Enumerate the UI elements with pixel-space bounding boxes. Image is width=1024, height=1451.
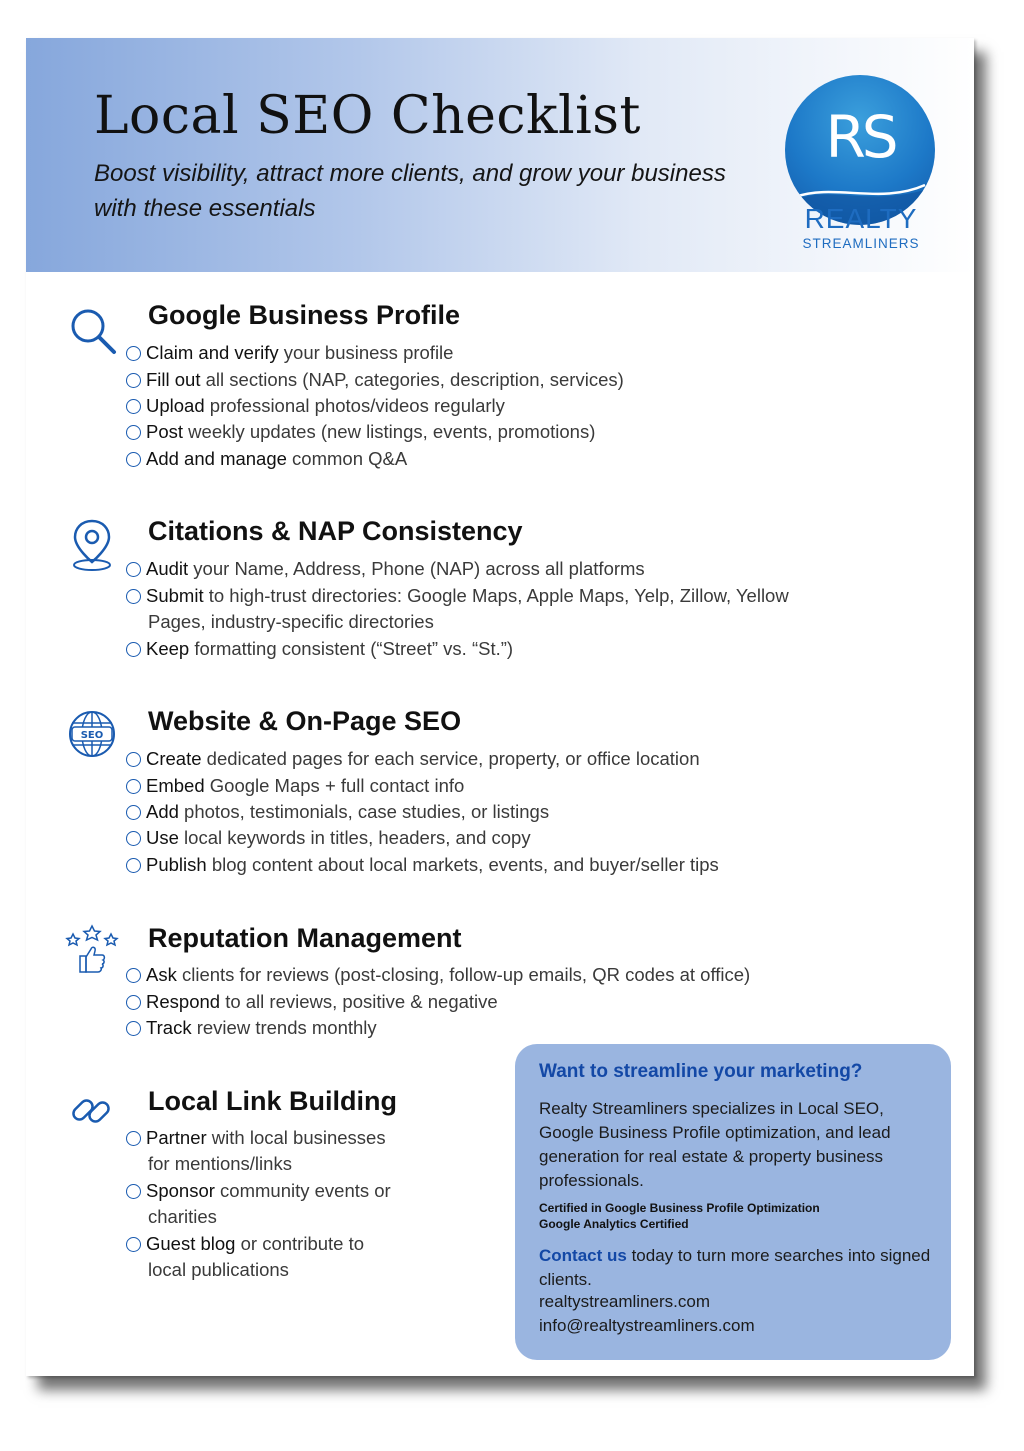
checklist-item[interactable]: Embed Google Maps + full contact info <box>126 773 906 799</box>
checkbox-circle[interactable] <box>126 968 141 983</box>
stars-thumbs-up-icon <box>64 924 120 976</box>
checklist-item[interactable]: Upload professional photos/videos regularly <box>126 393 906 419</box>
seo-globe-icon <box>66 708 118 760</box>
checklist-item[interactable]: Track review trends monthly <box>126 1015 906 1041</box>
checkbox-circle[interactable] <box>126 373 141 388</box>
checklist-item[interactable]: Keep formatting consistent (“Street” vs. “St.”) <box>126 636 906 662</box>
email-link[interactable]: info@realtystreamliners.com <box>539 1316 755 1335</box>
checklist-item[interactable]: Submit to high-trust directories: Google Maps, Apple Maps, Yelp, Zillow, Yellow Pages, industry-specific directories <box>126 583 906 635</box>
checkbox-circle[interactable] <box>126 452 141 467</box>
logo-subname: STREAMLINERS <box>802 236 920 251</box>
cert-analytics: Google Analytics Certified <box>539 1217 689 1231</box>
logo-name: REALTY <box>804 203 918 234</box>
search-icon <box>68 306 118 356</box>
checklist-item[interactable]: Use local keywords in titles, headers, and copy <box>126 825 906 851</box>
checklist-item[interactable]: Publish blog content about local markets, events, and buyer/seller tips <box>126 852 906 878</box>
checkbox-circle[interactable] <box>126 399 141 414</box>
website-link[interactable]: realtystreamliners.com <box>539 1292 710 1311</box>
checklist-item[interactable]: Ask clients for reviews (post-closing, follow-up emails, QR codes at office) <box>126 962 906 988</box>
checkbox-circle[interactable] <box>126 425 141 440</box>
checkbox-circle[interactable] <box>126 995 141 1010</box>
cta-title: Want to streamline your marketing? <box>539 1061 863 1082</box>
cta-box <box>515 1044 951 1360</box>
checklist-item[interactable]: Fill out all sections (NAP, categories, description, services) <box>126 367 906 393</box>
checklist-item[interactable]: Add photos, testimonials, case studies, or listings <box>126 799 906 825</box>
contact-us-link[interactable]: Contact us <box>539 1246 627 1265</box>
checklist-item[interactable]: Post weekly updates (new listings, events, promotions) <box>126 419 906 445</box>
header-banner <box>26 38 974 272</box>
page-title: Local SEO Checklist <box>94 86 641 146</box>
checkbox-circle[interactable] <box>126 562 141 577</box>
checkbox-circle[interactable] <box>126 831 141 846</box>
checklist-page <box>26 38 974 1376</box>
cta-body: Realty Streamliners specializes in Local SEO, Google Business Profile optimization, and lead generation for real estate & property business professionals. <box>539 1099 891 1190</box>
cta-certifications <box>539 1200 931 1232</box>
checklist-item[interactable]: Respond to all reviews, positive & negative <box>126 989 906 1015</box>
checkbox-circle[interactable] <box>126 858 141 873</box>
checklist-item[interactable]: Sponsor community events or charities <box>126 1178 456 1230</box>
checkbox-circle[interactable] <box>126 752 141 767</box>
map-pin-icon <box>70 518 114 574</box>
section-title-local-link-building: Local Link Building <box>148 1086 397 1116</box>
checkbox-circle[interactable] <box>126 1184 141 1199</box>
checkbox-circle[interactable] <box>126 1021 141 1036</box>
section-title-google-business-profile: Google Business Profile <box>148 300 461 330</box>
logo-monogram: RS <box>825 103 895 171</box>
checkbox-circle[interactable] <box>126 346 141 361</box>
cta-contact: Contact us today to turn more searches into signed clients. <box>539 1246 931 1289</box>
checkbox-circle[interactable] <box>126 1131 141 1146</box>
checkbox-circle[interactable] <box>126 779 141 794</box>
svg-text:SEO: SEO <box>80 730 104 741</box>
checklist-item[interactable]: Create dedicated pages for each service, property, or office location <box>126 746 906 772</box>
checklist-item[interactable]: Partner with local businesses for mentions/links <box>126 1125 456 1177</box>
link-icon <box>68 1088 114 1134</box>
checkbox-circle[interactable] <box>126 642 141 657</box>
page-subtitle: Boost visibility, attract more clients, and grow your business with these essentials <box>94 160 726 222</box>
checkbox-circle[interactable] <box>126 589 141 604</box>
checklist-item[interactable]: Guest blog or contribute to local publications <box>126 1231 456 1283</box>
checkbox-circle[interactable] <box>126 805 141 820</box>
section-title-reputation-management: Reputation Management <box>148 923 462 953</box>
cert-gbp: Certified in Google Business Profile Optimization <box>539 1201 820 1215</box>
section-title-website-on-page-seo: Website & On-Page SEO <box>148 706 462 736</box>
checkbox-circle[interactable] <box>126 1237 141 1252</box>
checklist-item[interactable]: Claim and verify your business profile <box>126 340 906 366</box>
checklist-item[interactable]: Add and manage common Q&A <box>126 446 906 472</box>
section-title-citations-nap: Citations & NAP Consistency <box>148 516 523 546</box>
checklist-item[interactable]: Audit your Name, Address, Phone (NAP) across all platforms <box>126 556 906 582</box>
